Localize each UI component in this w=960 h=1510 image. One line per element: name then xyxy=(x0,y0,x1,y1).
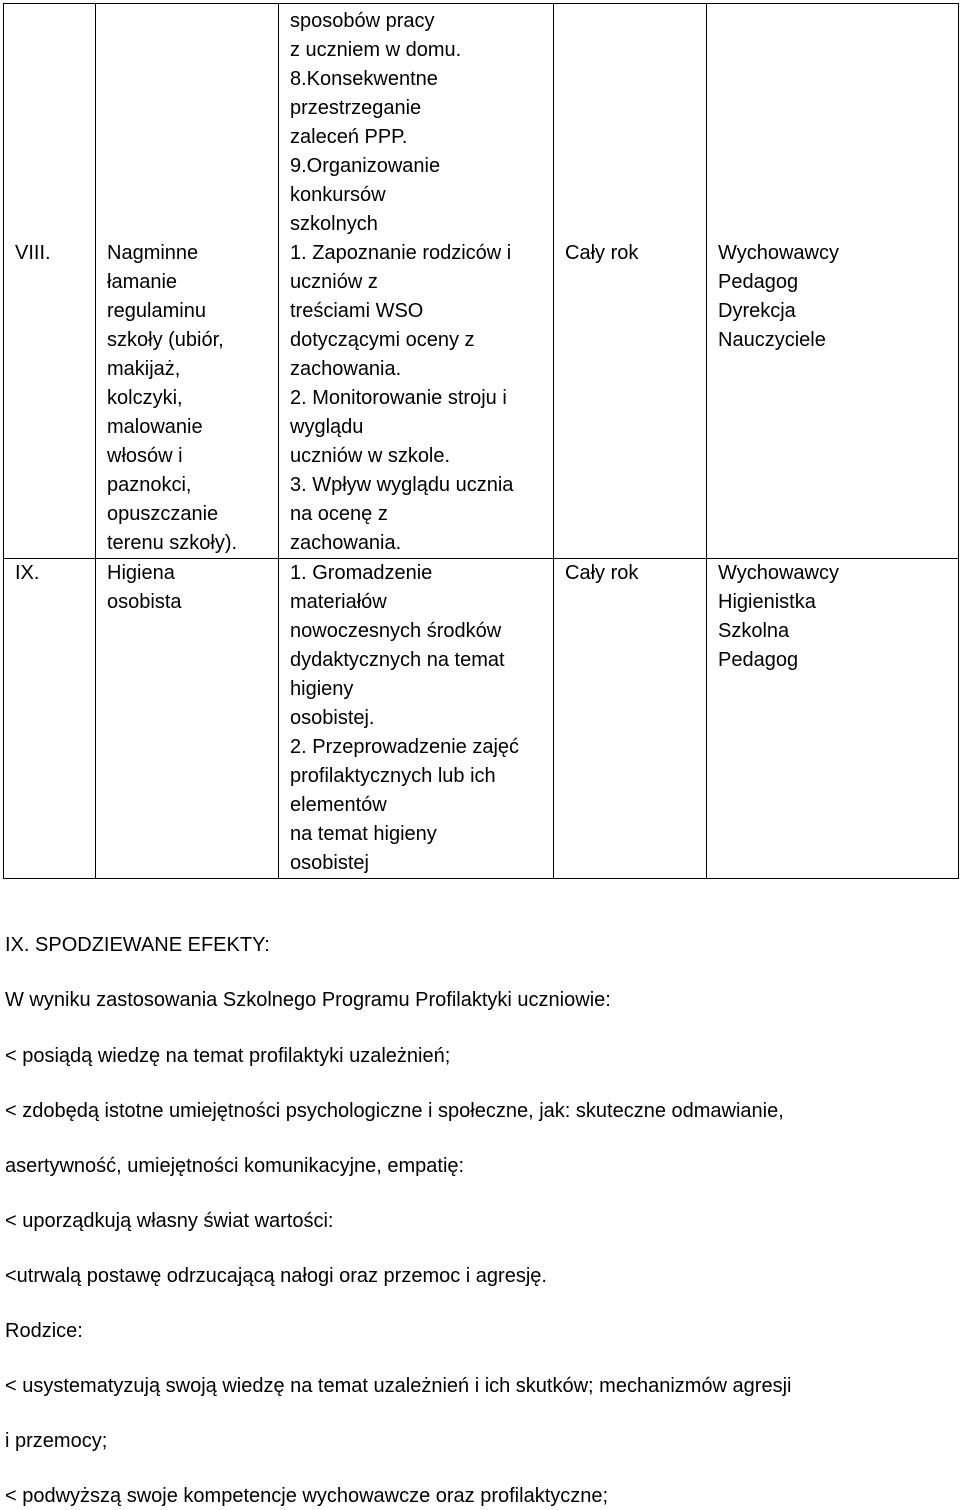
problem-cell xyxy=(96,559,279,879)
action-line: 8.Konsekwentne xyxy=(290,68,438,90)
action-line: dydaktycznych na temat xyxy=(290,649,505,671)
problem-line: malowanie xyxy=(107,416,203,438)
students-intro: W wyniku zastosowania Szkolnego Programu Profilaktyki uczniowie: xyxy=(5,989,611,1011)
action-line: uczniów w szkole. xyxy=(290,445,451,467)
prevention-plan-table xyxy=(3,3,959,879)
problem-line: regulaminu xyxy=(107,300,206,322)
action-line: treściami WSO xyxy=(290,300,424,322)
problem-line: makijaż, xyxy=(107,358,181,380)
problem-line: terenu szkoły). xyxy=(107,532,238,554)
action-line: materiałów xyxy=(290,591,387,613)
action-line: osobistej xyxy=(290,852,369,874)
responsible-line: Pedagog xyxy=(718,271,799,293)
problem-line: łamanie xyxy=(107,271,178,293)
action-line: konkursów xyxy=(290,184,386,206)
action-line: zachowania. xyxy=(290,532,402,554)
actions-cell xyxy=(279,4,554,559)
parent-effect-item: < podwyższą swoje kompetencje wychowawcze oraz profilaktyczne; xyxy=(5,1485,609,1507)
problem-line: paznokci, xyxy=(107,474,192,496)
row-number-cell xyxy=(4,4,96,559)
responsible-line: Nauczyciele xyxy=(718,329,826,351)
parents-label: Rodzice: xyxy=(5,1320,83,1342)
problem-line: opuszczanie xyxy=(107,503,219,525)
table-row xyxy=(4,4,959,559)
problem-line: włosów i xyxy=(107,445,183,467)
action-line: 2. Przeprowadzenie zajęć xyxy=(290,736,520,758)
action-line: dotyczącymi oceny z xyxy=(290,329,475,351)
problem-cell xyxy=(96,4,279,559)
section-heading: IX. SPODZIEWANE EFEKTY: xyxy=(5,934,270,956)
time-line: Cały rok xyxy=(565,562,639,584)
responsible-line: Dyrekcja xyxy=(718,300,796,322)
responsible-line: Pedagog xyxy=(718,649,799,671)
action-line: profilaktycznych lub ich xyxy=(290,765,496,787)
responsible-cell xyxy=(707,559,959,879)
responsible-line: Szkolna xyxy=(718,620,790,642)
problem-line: Nagminne xyxy=(107,242,199,264)
action-line: 2. Monitorowanie stroju i xyxy=(290,387,507,409)
action-line: elementów xyxy=(290,794,387,816)
problem-line: szkoły (ubiór, xyxy=(107,329,224,351)
student-effect-item: < zdobędą istotne umiejętności psychologiczne i społeczne, jak: skuteczne odmawianie, xyxy=(5,1100,784,1122)
responsible-line: Higienistka xyxy=(718,591,816,613)
row-number: VIII. xyxy=(15,242,51,264)
parent-effect-item: i przemocy; xyxy=(5,1430,108,1452)
action-line: osobistej. xyxy=(290,707,375,729)
responsible-cell xyxy=(707,4,959,559)
row-number-cell xyxy=(4,559,96,879)
problem-line: osobista xyxy=(107,591,182,613)
action-line: zaleceń PPP. xyxy=(290,126,408,148)
action-line: zachowania. xyxy=(290,358,402,380)
action-line: wyglądu xyxy=(290,416,364,438)
action-line: 9.Organizowanie xyxy=(290,155,441,177)
action-line: szkolnych xyxy=(290,213,378,235)
action-line: na ocenę z xyxy=(290,503,388,525)
problem-line: Higiena xyxy=(107,562,175,584)
action-line: na temat higieny xyxy=(290,823,437,845)
time-line: Cały rok xyxy=(565,242,639,264)
action-line: 1. Zapoznanie rodziców i xyxy=(290,242,512,264)
table-row xyxy=(4,559,959,879)
student-effect-item: < uporządkują własny świat wartości: xyxy=(5,1210,334,1232)
action-line: 1. Gromadzenie xyxy=(290,562,433,584)
student-effect-item: < posiądą wiedzę na temat profilaktyki uzależnień; xyxy=(5,1045,451,1067)
action-line: 3. Wpływ wyglądu ucznia xyxy=(290,474,514,496)
responsible-line: Wychowawcy xyxy=(718,562,839,584)
parent-effect-item: < usystematyzują swoją wiedzę na temat uzależnień i ich skutków; mechanizmów agresji xyxy=(5,1375,792,1397)
responsible-line: Wychowawcy xyxy=(718,242,839,264)
action-line: higieny xyxy=(290,678,354,700)
action-line: sposobów pracy xyxy=(290,10,435,32)
time-cell xyxy=(554,4,707,559)
action-line: uczniów z xyxy=(290,271,378,293)
student-effect-item: asertywność, umiejętności komunikacyjne, empatię: xyxy=(5,1155,465,1177)
student-effect-item: <utrwalą postawę odrzucającą nałogi oraz przemoc i agresję. xyxy=(5,1265,547,1287)
action-line: przestrzeganie xyxy=(290,97,422,119)
actions-cell xyxy=(279,559,554,879)
action-line: z uczniem w domu. xyxy=(290,39,462,61)
action-line: nowoczesnych środków xyxy=(290,620,502,642)
time-cell xyxy=(554,559,707,879)
problem-line: kolczyki, xyxy=(107,387,183,409)
row-number: IX. xyxy=(15,562,40,584)
